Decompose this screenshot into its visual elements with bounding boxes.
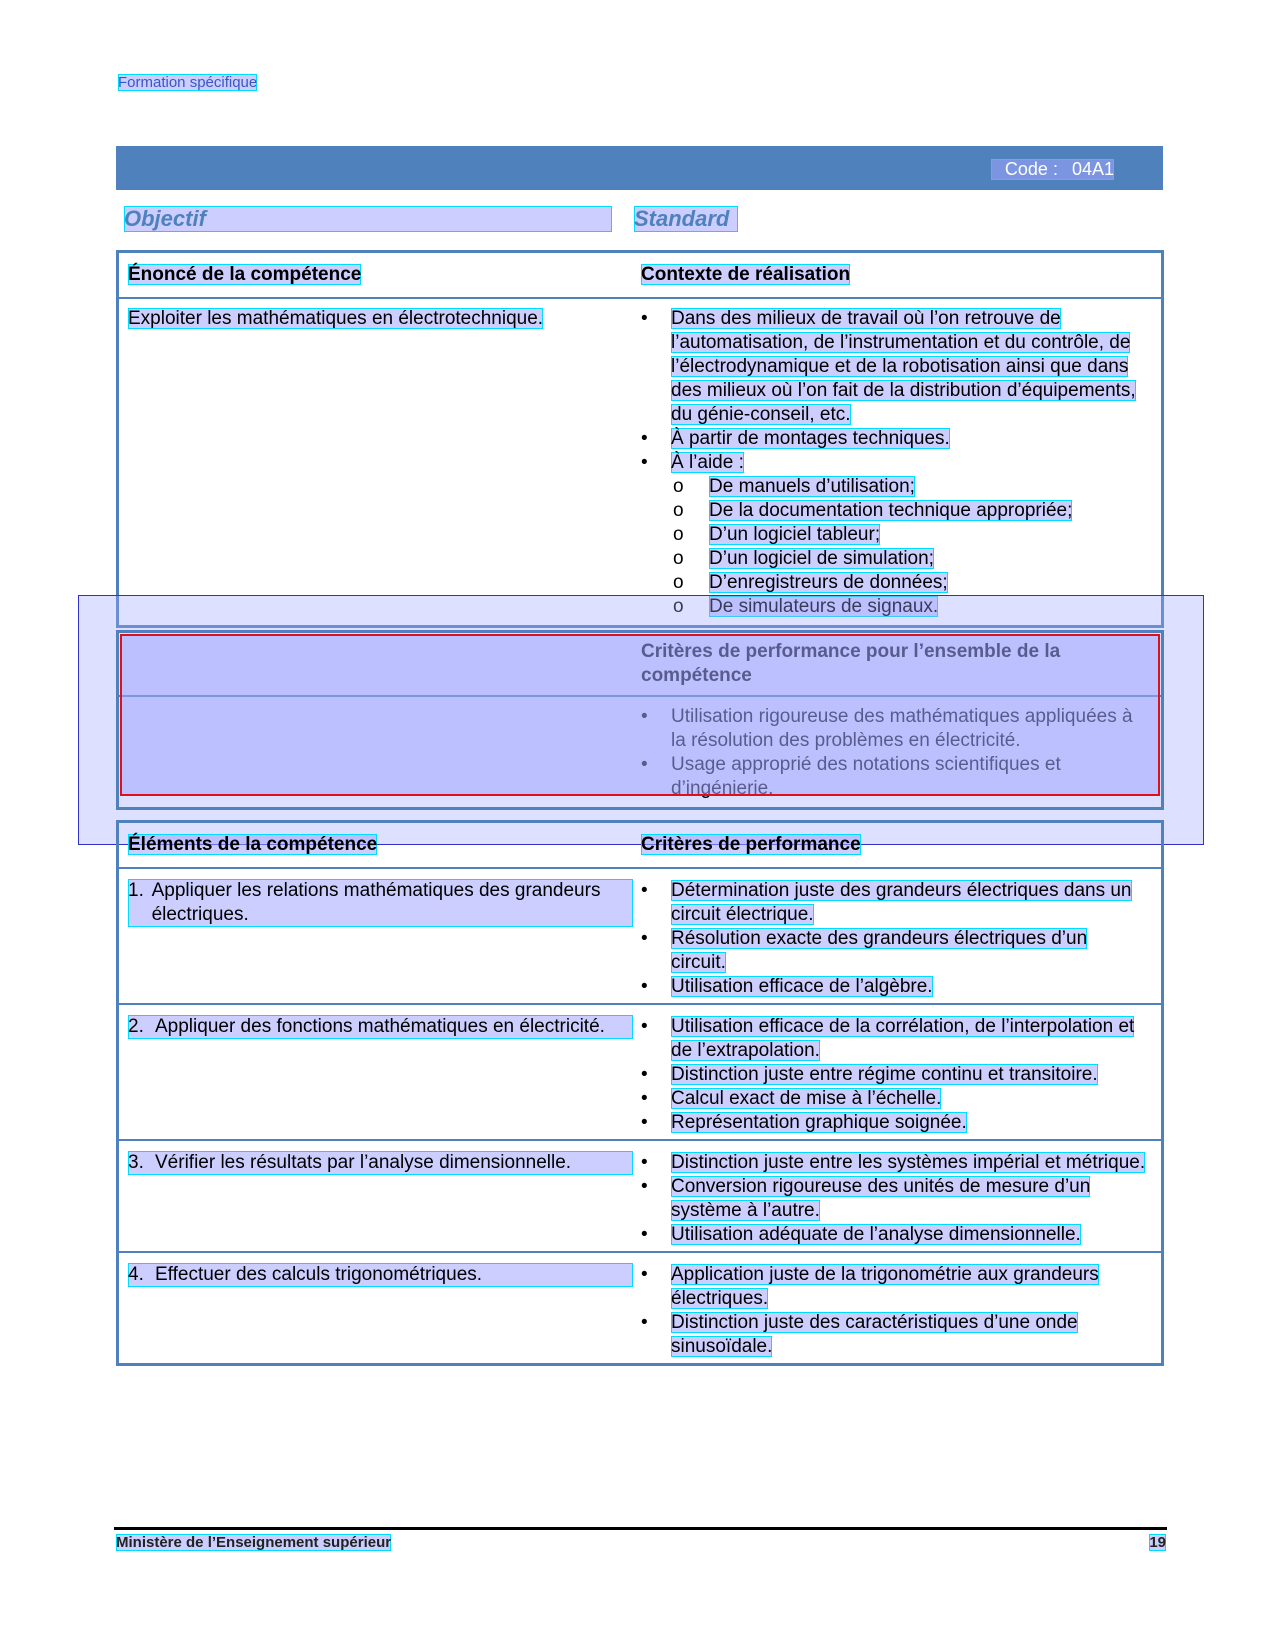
criteria-cell [641, 868, 1163, 1004]
list-item: • À l’aide : [641, 451, 1161, 475]
table-row [118, 298, 1163, 627]
criteria-list [641, 1151, 1147, 1247]
list-item: • Distinction juste des caractéristiques d’une onde sinusoïdale. [641, 1311, 1147, 1359]
list-item: • Distinction juste entre régime continu et transitoire. [641, 1063, 1147, 1087]
table-header-row [118, 822, 1163, 869]
list-item: o D’un logiciel tableur; [641, 523, 1161, 547]
element-cell [118, 1004, 642, 1140]
footer-rule [114, 1527, 1167, 1530]
table-row [118, 1004, 1163, 1140]
header-enonce-label: Énoncé de la compétence [128, 264, 362, 285]
table-row [118, 1140, 1163, 1252]
footer-ministry: Ministère de l’Enseignement supérieur [116, 1534, 392, 1551]
list-item: • Conversion rigoureuse des unités de mesure d’un système à l’autre. [641, 1175, 1147, 1223]
element-cell [118, 868, 642, 1004]
list-item: • Calcul exact de mise à l’échelle. [641, 1087, 1147, 1111]
context-cell [641, 298, 1163, 627]
table-row [118, 1252, 1163, 1365]
code-label-text: Code : [1004, 159, 1058, 179]
header-contexte [641, 252, 1163, 299]
criteria-cell [641, 1252, 1163, 1365]
statement-cell [118, 298, 642, 627]
element-number: 1. [128, 880, 144, 901]
running-head: Formation spécifique [118, 74, 258, 91]
criteria-list [641, 1015, 1147, 1135]
header-contexte-label: Contexte de réalisation [641, 264, 851, 285]
list-item: • Application juste de la trigonométrie aux grandeurs électriques. [641, 1263, 1147, 1311]
table-header-row [118, 252, 1163, 299]
table-row [118, 868, 1163, 1004]
element-text: Effectuer des calculs trigonométriques. [155, 1264, 483, 1285]
list-item: • Distinction juste entre les systèmes impérial et métrique. [641, 1151, 1147, 1175]
list-item: o D’un logiciel de simulation; [641, 547, 1161, 571]
list-item: • À partir de montages techniques. [641, 427, 1161, 451]
criteria-cell [641, 1004, 1163, 1140]
list-item: o D’enregistreurs de données; [641, 571, 1161, 595]
competence-context-table [116, 250, 1164, 628]
list-item: • Détermination juste des grandeurs électriques dans un circuit électrique. [641, 879, 1147, 927]
header-elements-label: Éléments de la compétence [128, 834, 378, 855]
elements-criteria-table [116, 820, 1164, 1366]
criteria-list [641, 1263, 1147, 1359]
header-criteres-label: Critères de performance [641, 834, 861, 855]
element-number: 2. [128, 1016, 144, 1037]
list-item: o De manuels d’utilisation; [641, 475, 1161, 499]
competence-statement: Exploiter les mathématiques en électrotechnique. [128, 308, 544, 329]
list-item: • Dans des milieux de travail où l’on retrouve de l’automatisation, de l’instrumentation et du contrôle, de l’électrodynamique et de la robotisation ainsi que dans des milieux où l’on fait de la distribution d’équipements, du génie-conseil, etc. [641, 307, 1161, 427]
section-standard: Standard [634, 206, 738, 232]
list-item: • Représentation graphique soignée. [641, 1111, 1147, 1135]
header-elements [118, 822, 642, 869]
element-text: Vérifier les résultats par l’analyse dimensionnelle. [155, 1152, 572, 1173]
element-number: 3. [128, 1152, 144, 1173]
context-list [641, 307, 1161, 475]
list-item: • Résolution exacte des grandeurs électriques d’un circuit. [641, 927, 1147, 975]
code-label [991, 159, 1114, 180]
list-item: o De la documentation technique appropriée; [641, 499, 1161, 523]
selected-region[interactable] [120, 634, 1160, 796]
list-item: • Utilisation efficace de l’algèbre. [641, 975, 1147, 999]
criteria-list [641, 879, 1147, 999]
element-text: Appliquer les relations mathématiques des grandeurs électriques. [151, 880, 601, 925]
list-item: • Utilisation adéquate de l’analyse dimensionnelle. [641, 1223, 1147, 1247]
header-criteres [641, 822, 1163, 869]
criteria-cell [641, 1140, 1163, 1252]
header-enonce [118, 252, 642, 299]
element-cell [118, 1140, 642, 1252]
code-bar [116, 146, 1163, 190]
element-cell [118, 1252, 642, 1365]
element-number: 4. [128, 1264, 144, 1285]
element-text: Appliquer des fonctions mathématiques en électricité. [155, 1016, 605, 1037]
page-number: 19 [1149, 1534, 1166, 1551]
code-value: 04A1 [1071, 159, 1114, 179]
section-objectif: Objectif [124, 206, 612, 232]
list-item: • Utilisation efficace de la corrélation, de l’interpolation et de l’extrapolation. [641, 1015, 1147, 1063]
list-item: o De simulateurs de signaux. [641, 595, 1161, 619]
